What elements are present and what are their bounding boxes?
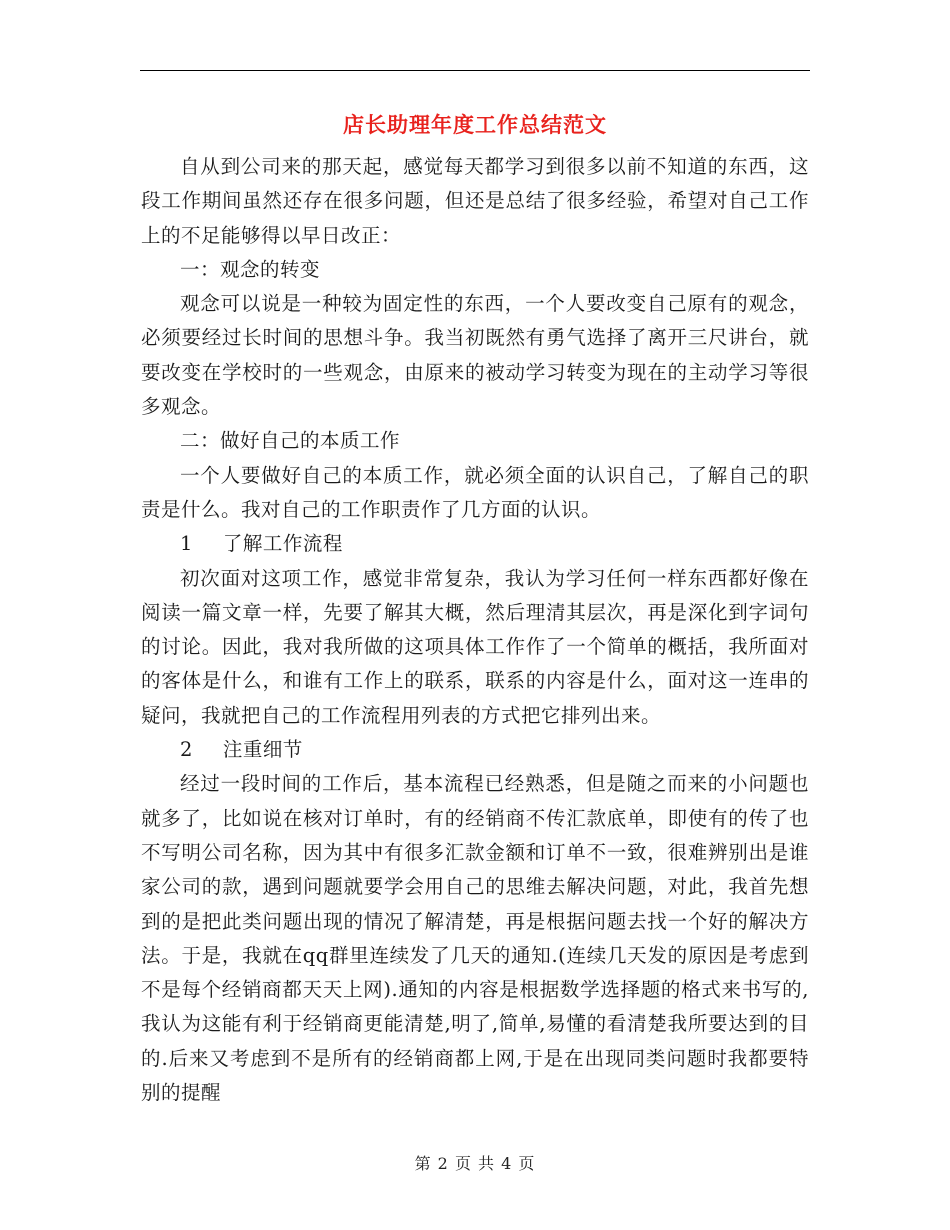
section-heading-1: 一：观念的转变 [180, 257, 321, 281]
paragraph-workflow: 初次面对这项工作，感觉非常复杂，我认为学习任何一样东西都好像在阅读一篇文章一样，先要了解其大概，然后理清其层次，再是深化到字词句的讨论。因此，我对我所做的这项具体工作作了一个简单的概括，我所面对的客体是什么，和谁有工作上的联系，联系的内容是什么，面对这一连串的疑问，我就把自己的工作流程用列表的方式把它排列出来。 [141, 566, 809, 727]
subsection-label: 注重细节 [222, 738, 303, 762]
page-footer: 第 2 页 共 4 页 [414, 1154, 536, 1173]
subsection-heading-2 [141, 733, 809, 767]
section-heading-2: 二：做好自己的本质工作 [180, 429, 401, 453]
subsection-heading-1 [141, 527, 809, 561]
subsection-number: 1 [180, 532, 193, 556]
document-body [141, 150, 809, 1110]
paragraph-intro: 自从到公司来的那天起，感觉每天都学习到很多以前不知道的东西，这段工作期间虽然还存在很多问题，但还是总结了很多经验，希望对自己工作上的不足能够得以早日改正： [141, 155, 809, 247]
subsection-number: 2 [180, 738, 193, 762]
paragraph-duty: 一个人要做好自己的本质工作，就必须全面的认识自己，了解自己的职责是什么。我对自己的工作职责作了几方面的认识。 [141, 463, 809, 521]
paragraph-details: 经过一段时间的工作后，基本流程已经熟悉，但是随之而来的小问题也就多了，比如说在核对订单时，有的经销商不传汇款底单，即使有的传了也不写明公司名称，因为其中有很多汇款金额和订单不一致，很难辨别出是谁家公司的款，遇到问题就要学会用自己的思维去解决问题，对此，我首先想到的是把此类问题出现的情况了解清楚，再是根据问题去找一个好的解决方法。于是，我就在qq群里连续发了几天的通知.(连续几天发的原因是考虑到不是每个经销商都天天上网).通知的内容是根据数学选择题的格式来书写的,我认为这能有利于经销商更能清楚,明了,简单,易懂的看清楚我所要达到的目的.后来又考虑到不是所有的经销商都上网,于是在出现同类问题时我都要特别的提醒 [141, 772, 809, 1105]
header-rule [140, 70, 810, 71]
paragraph-concept: 观念可以说是一种较为固定性的东西，一个人要改变自己原有的观念，必须要经过长时间的思想斗争。我当初既然有勇气选择了离开三尺讲台，就要改变在学校时的一些观念，由原来的被动学习转变为现在的主动学习等很多观念。 [141, 292, 809, 419]
subsection-label: 了解工作流程 [222, 532, 343, 556]
document-title: 店长助理年度工作总结范文 [343, 112, 607, 137]
